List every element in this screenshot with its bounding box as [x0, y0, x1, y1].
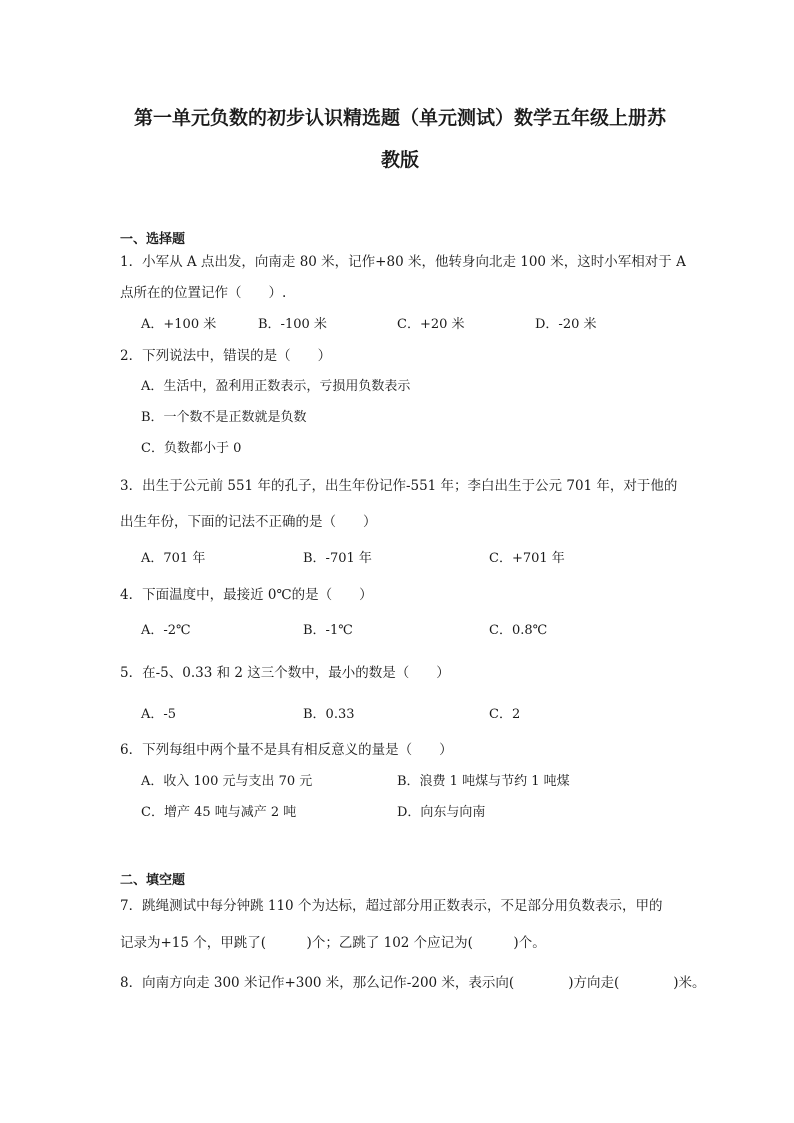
- question-5-option-c: C．2: [489, 707, 521, 722]
- question-4-option-a: A．-2℃: [141, 623, 191, 638]
- question-1-option-d: D．-20 米: [535, 317, 597, 332]
- question-3-option-a: A．701 年: [141, 551, 206, 566]
- question-6-option-d: D．向东与向南: [397, 805, 486, 820]
- question-3-text: 3．出生于公元前 551 年的孔子，出生年份记作-551 年；李白出生于公元 701 年，对于他的: [120, 478, 678, 494]
- question-3-text-cont: 出生年份，下面的记法不正确的是（ ）: [120, 514, 377, 530]
- section-heading-fill-in: 二、填空题: [120, 873, 186, 888]
- question-1-option-a: A．+100 米: [141, 317, 217, 332]
- question-6-text: 6．下列每组中两个量不是具有相反意义的量是（ ）: [120, 742, 453, 758]
- question-4-option-b: B．-1℃: [303, 623, 353, 638]
- question-7-text: 7．跳绳测试中每分钟跳 110 个为达标，超过部分用正数表示，不足部分用负数表示，甲的: [120, 898, 663, 914]
- question-2-option-b: B．一个数不是正数就是负数: [141, 410, 307, 425]
- question-2-option-a: A．生活中，盈利用正数表示，亏损用负数表示: [141, 379, 411, 394]
- question-5-option-a: A．-5: [141, 707, 177, 722]
- question-6-option-a: A．收入 100 元与支出 70 元: [141, 774, 313, 789]
- question-2-text: 2．下列说法中，错误的是（ ）: [120, 348, 332, 364]
- question-7-text-cont: 记录为+15 个，甲跳了( )个；乙跳了 102 个应记为( )个。: [120, 935, 546, 951]
- page-title: 第一单元负数的初步认识精选题（单元测试）数学五年级上册苏: [133, 107, 666, 129]
- question-3-option-b: B．-701 年: [303, 551, 372, 566]
- question-3-option-c: C．+701 年: [489, 551, 565, 566]
- question-6-option-c: C．增产 45 吨与减产 2 吨: [141, 805, 297, 820]
- question-8-text: 8．向南方向走 300 米记作+300 米，那么记作-200 米，表示向( )方向走( )米。: [120, 975, 706, 991]
- question-1-text: 1．小军从 A 点出发，向南走 80 米，记作+80 米，他转身向北走 100 米，这时小军相对于 A: [120, 254, 686, 270]
- question-2-option-c: C．负数都小于 0: [141, 441, 242, 456]
- question-1-text-cont: 点所在的位置记作（ ）.: [120, 285, 287, 301]
- question-4-text: 4．下面温度中，最接近 0℃的是（ ）: [120, 587, 373, 603]
- question-1-option-b: B．-100 米: [258, 317, 327, 332]
- question-5-option-b: B．0.33: [303, 707, 355, 722]
- section-heading-choice: 一、选择题: [120, 232, 186, 247]
- question-1-option-c: C．+20 米: [397, 317, 465, 332]
- question-6-option-b: B．浪费 1 吨煤与节约 1 吨煤: [397, 774, 570, 789]
- page-title-continued: 教版: [380, 149, 419, 171]
- question-4-option-c: C．0.8℃: [489, 623, 548, 638]
- question-5-text: 5．在-5、0.33 和 2 这三个数中，最小的数是（ ）: [120, 665, 450, 681]
